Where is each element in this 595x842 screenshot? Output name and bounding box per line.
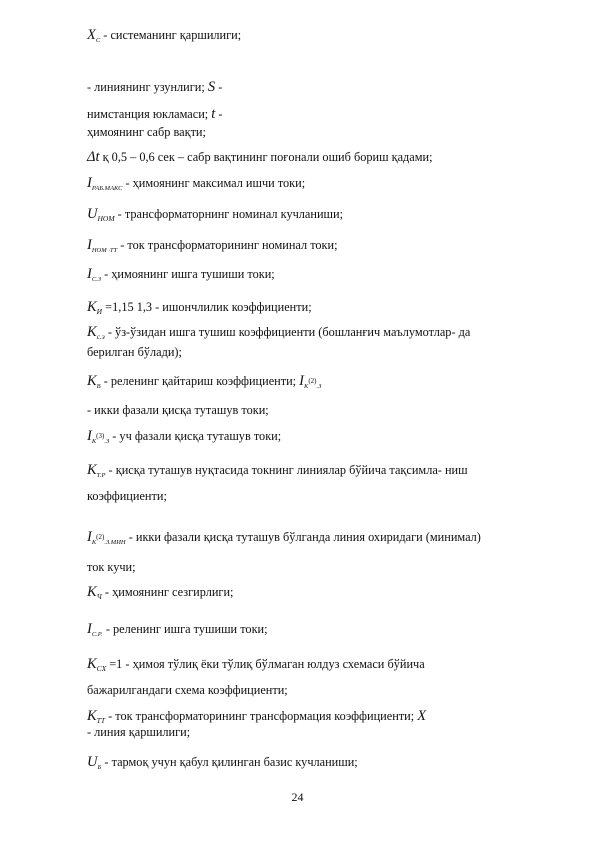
line-k-ch: $K_Ч$ - ҳимоянинг сезгирлиги;: [87, 584, 234, 601]
line-k-i: $K_И =1,15$ 1,3 - ишончлилик коэффициенти;: [87, 299, 312, 316]
line-two-phase: - икки фазали қисқа туташув токи;: [87, 403, 269, 417]
line-i-sr: $I_{С.Р.}$ - реленинг ишга тушиши токи;: [87, 621, 268, 638]
page-number: 24: [291, 790, 304, 804]
line-i-nom-tt: $I_{НОМ \cdot ТТ}$ - ток трансформаторининг номинал токи;: [87, 237, 338, 254]
line-xc: $X_C$ - системанинг қаршилиги;: [87, 27, 242, 44]
line-i-k-min: $I_К^{(2)}_{.З.МИН}$ - икки фазали қисқа туташув бўлганда линия охиридаги (минимал): [87, 529, 481, 546]
line-k-tt: $K_{ТТ}$ - ток трансформаторининг трансформация коэффициенти; X: [87, 708, 427, 725]
line-i-sz: $I_{С.З}$ - ҳимоянинг ишга тушиши токи;: [87, 266, 275, 283]
line-u-nom: $U_{НОМ}$ - трансформаторнинг номинал кучланиши;: [87, 206, 343, 223]
line-i-k-min-cont: ток кучи;: [87, 560, 136, 574]
line-line-resistance: - линия қаршилиги;: [87, 725, 191, 739]
line-length: - линиянинг узунлиги; S -: [87, 79, 223, 95]
line-k-sx-cont: бажарилгандаги схема коэффициенти;: [87, 683, 288, 697]
line-delta-t: Δt қ 0,5 – 0,6 сек – сабр вақтининг поғонали ошиб бориш қадами;: [87, 149, 433, 165]
line-delay: ҳимоянинг сабр вақти;: [87, 125, 206, 139]
line-three-phase: $I_К^{(3)}_{.З}$ - уч фазали қисқа туташув токи;: [87, 428, 282, 445]
line-substation: нимстанция юкламаси; t -: [87, 106, 223, 122]
line-u-b: $U_Б$ - тармоқ учун қабул қилинган базис кучланиши;: [87, 754, 358, 771]
line-k-sx: $K_{СХ} =1$ - ҳимоя тўлиқ ёки тўлиқ бўлмаган юлдуз схемаси бўйича: [87, 656, 425, 673]
line-k-sz-cont: берилган бўлади);: [87, 345, 182, 359]
line-k-sz: $K_{с.з}$ - ўз-ўзидан ишга тушиш коэффициенти (бошланғич маълумотлар- да: [87, 324, 471, 341]
line-k-tr: $K_{Т.Р}$ - қисқа туташув нуқтасида токнинг линиялар бўйича тақсимла- ниш: [87, 462, 468, 479]
line-k-v: $K_В$ - реленинг қайтариш коэффициенти; $I_К^{(2)}_{.З}$: [87, 373, 322, 390]
line-i-rab-max: $I_{РАБ.МАКС}$ - ҳимоянинг максимал ишчи токи;: [87, 175, 306, 192]
line-k-tr-cont: коэффициенти;: [87, 489, 167, 503]
